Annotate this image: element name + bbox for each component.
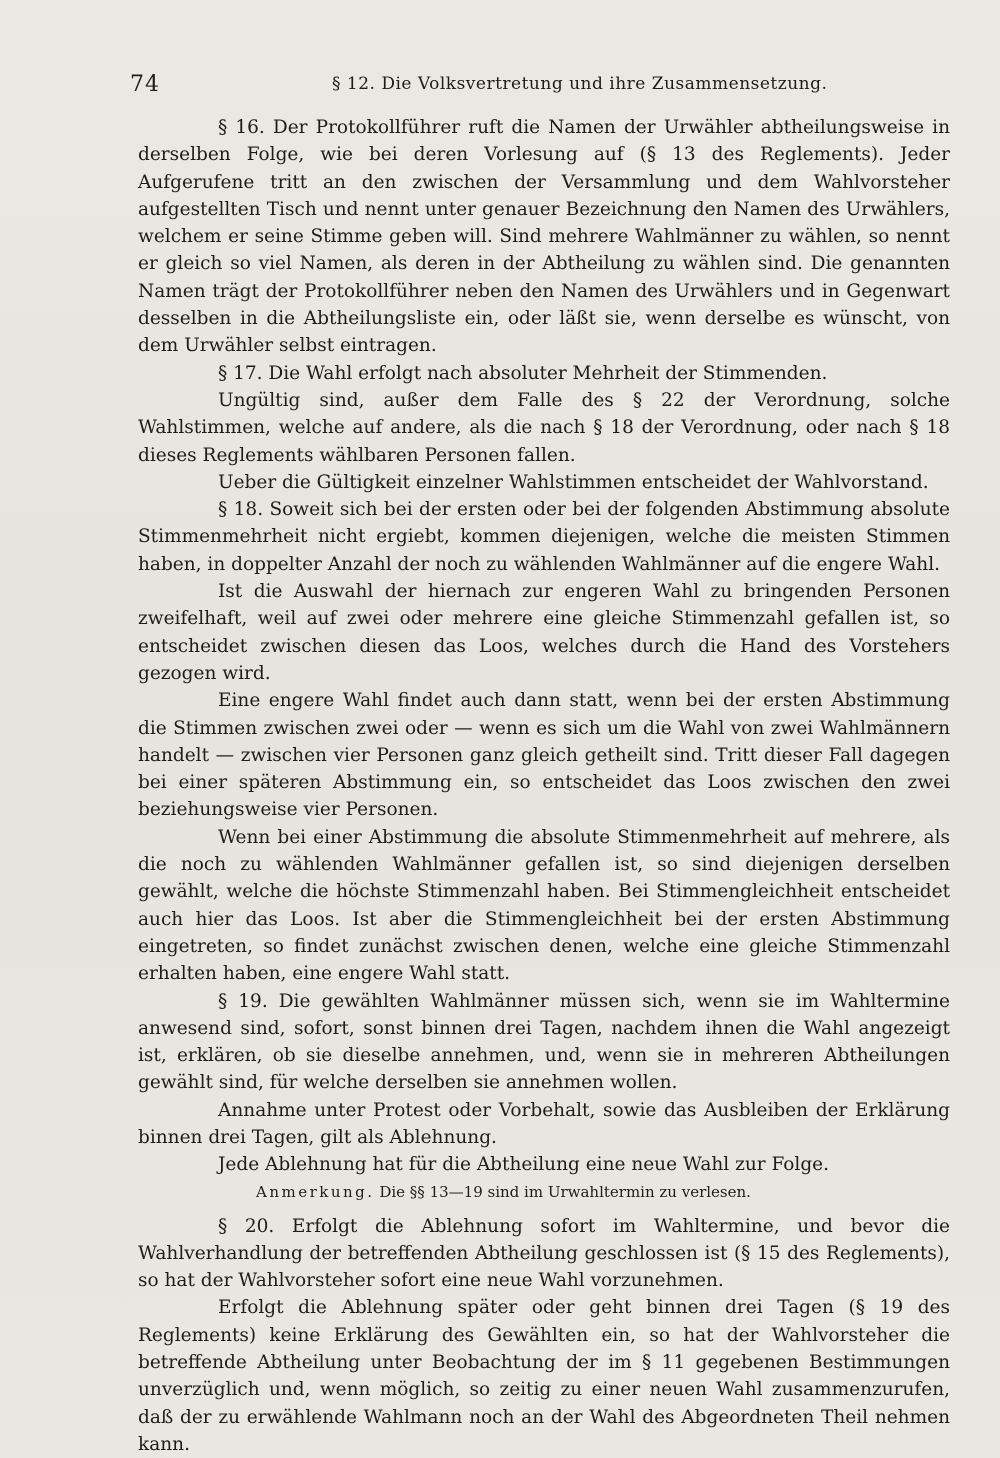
page-header [130,72,960,102]
paragraph-section-19: § 19. Die gewählten Wahlmänner müssen sich, wenn sie im Wahltermine anwesend sind, sofort, sonst binnen drei Tagen, nachdem ihnen die Wahl angezeigt ist, erklären, ob sie dieselbe annehmen, und, wenn sie in mehreren Abtheilungen gewählt sind, für welche derselben sie annehmen wollen. [138,990,950,1094]
paragraph-section-20: § 20. Erfolgt die Ablehnung sofort im Wahltermine, und bevor die Wahlverhandlung der betreffenden Abtheilung geschlossen ist (§ 15 des Reglements), so hat der Wahlvorsteher sofort eine neue Wahl vorzunehmen. [138,1215,950,1292]
page-number: 74 [130,72,160,97]
body-text [138,114,950,1458]
paragraph-vote-validity: Ueber die Gültigkeit einzelner Wahlstimmen entscheidet der Wahlvorstand. [218,471,929,493]
note [138,1179,950,1205]
paragraph-section-18: § 18. Soweit sich bei der ersten oder bei der folgenden Abstimmung absolute Stimmenmehrheit nicht ergiebt, kommen diejenigen, welche die meisten Stimmen haben, in doppelter Anzahl der noch zu wählenden Wahlmänner auf die engere Wahl. [138,499,950,575]
note-text: Die §§ 13—19 sind im Urwahltermin zu verlesen. [379,1182,751,1201]
paragraph-later-refusal: Erfolgt die Ablehnung später oder geht binnen drei Tagen (§ 19 des Reglements) keine Erklärung des Gewählten ein, so hat der Wahlvorsteher die betreffende Abtheilung unter Beobachtung der im § 11 gegebenen Bestimmungen unverzüglich und, wenn möglich, so zeitig zu einer neuen Wahl zusammenzurufen, daß der zu erwählende Wahlmann noch an der Wahl des Abgeordneten Theil nehmen kann. [138,1297,950,1455]
paragraph-section-16: § 16. Der Protokollführer ruft die Namen der Urwähler abtheilungsweise in derselben Folge, wie bei deren Vorlesung auf (§ 13 des Reglements). Jeder Aufgerufene tritt an den zwischen der Versammlung und dem Wahlvorsteher aufgestellten Tisch und nennt unter genauer Bezeichnung den Namen des Urwählers, welchem er seine Stimme geben will. Sind mehrere Wahlmänner zu wählen, so nennt er gleich so viel Namen, als deren in der Abtheilung zu wählen sind. Die genannten Namen trägt der Protokollführer neben den Namen des Urwählers und in Gegenwart desselben in die Abtheilungsliste ein, oder läßt sie, wenn derselbe es wünscht, von dem Urwähler selbst eintragen. [138,117,950,357]
paragraph-lot-selection: Ist die Auswahl der hiernach zur engeren Wahl zu bringenden Personen zweifelhaft, weil auf zwei oder mehrere eine gleiche Stimmenzahl gefallen ist, so entscheidet zwischen diesen das Loos, welches durch die Hand des Vorstehers gezogen wird. [138,581,950,684]
paragraph-invalid-votes: Ungültig sind, außer dem Falle des § 22 der Verordnung, solche Wahlstimmen, welche auf andere, als die nach § 18 der Verordnung, oder nach § 18 dieses Reglements wählbaren Personen fallen. [138,389,950,466]
note-label: Anmerkung. [256,1182,375,1201]
running-head: § 12. Die Volksvertretung und ihre Zusammensetzung. [332,74,828,94]
paragraph-acceptance: Annahme unter Protest oder Vorbehalt, sowie das Ausbleiben der Erklärung binnen drei Tagen, gilt als Ablehnung. [138,1099,950,1148]
paragraph-refusal: Jede Ablehnung hat für die Abtheilung eine neue Wahl zur Folge. [218,1154,830,1176]
paragraph-majority-excess: Wenn bei einer Abstimmung die absolute Stimmenmehrheit auf mehrere, als die noch zu wählenden Wahlmänner gefallen ist, so sind diejenigen derselben gewählt, welche die höchste Stimmenzahl haben. Bei Stimmengleichheit entscheidet auch hier das Loos. Ist aber die Stimmengleichheit bei der ersten Abstimmung eingetreten, so findet zunächst zwischen denen, welche eine gleiche Stimmenzahl erhalten haben, eine engere Wahl statt. [138,826,950,985]
paragraph-section-17: § 17. Die Wahl erfolgt nach absoluter Mehrheit der Stimmenden. [218,362,828,384]
paragraph-runoff: Eine engere Wahl findet auch dann statt, wenn bei der ersten Abstimmung die Stimmen zwischen zwei oder — wenn es sich um die Wahl von zwei Wahlmännern handelt — zwischen vier Personen ganz gleich getheilt sind. Tritt dieser Fall dagegen bei einer späteren Abstimmung ein, so entscheidet das Loos zwischen den zwei beziehungsweise vier Personen. [138,690,950,821]
